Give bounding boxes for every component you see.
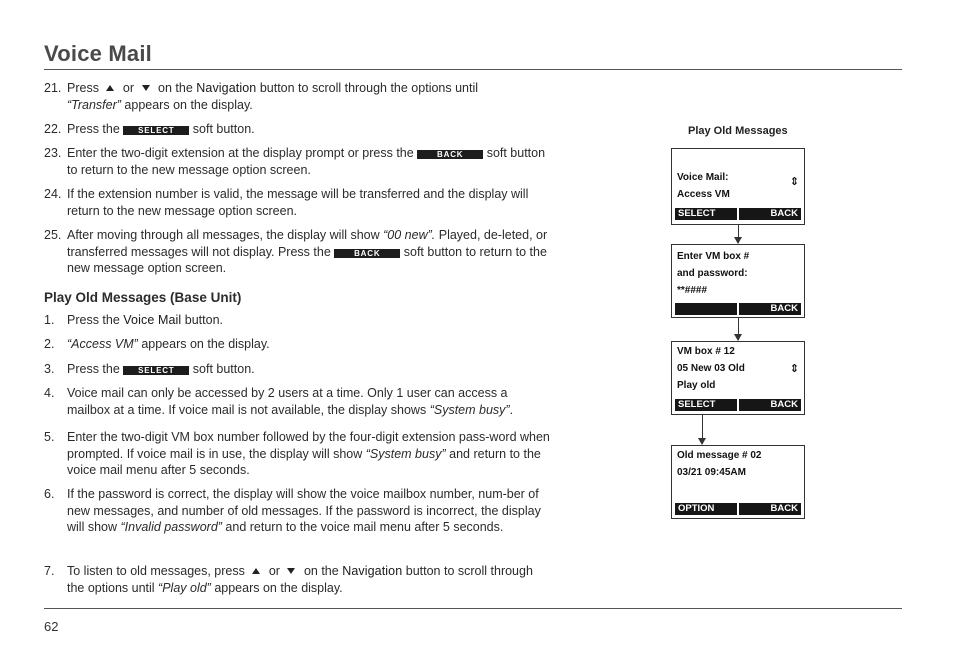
step-22 — [44, 121, 550, 138]
step-text: or — [122, 81, 135, 95]
step-text: Press — [67, 81, 99, 95]
step-display-text: “00 new”. — [383, 228, 436, 242]
lcd-line: VM box # 12 — [677, 346, 735, 357]
step-display-text: “System busy” — [365, 446, 446, 461]
step-number: 21. — [44, 81, 62, 95]
step-24 — [44, 186, 550, 219]
step-number: 24. — [44, 187, 62, 201]
step-1 — [44, 312, 550, 329]
lcd-screen-4 — [671, 445, 805, 519]
step-display-text: “Access VM” — [67, 337, 138, 351]
lcd-line: 03/21 09:45AM — [677, 467, 746, 478]
lcd-line: and password: — [677, 268, 748, 279]
navigation-button-name: Navigation — [342, 564, 403, 578]
step-text: appears on the display. — [124, 97, 253, 112]
step-text: Enter the two-digit extension at the display prompt or press the — [67, 146, 414, 160]
lcd-select-softkey: SELECT — [675, 208, 737, 220]
navigation-button-name: Navigation — [196, 81, 257, 95]
step-number: 2. — [44, 337, 55, 351]
step-text: If the password is correct, the display will show the voice mailbox number, num-ber of new messages, and number of old messages. If the password is incorrect, the display will show — [67, 487, 541, 534]
step-text: button. — [184, 313, 223, 327]
step-text: . — [509, 402, 514, 417]
instructions-column — [44, 80, 554, 600]
step-text: button to scroll through the options until — [67, 564, 533, 595]
step-text: soft button to return to the new message option screen. — [67, 244, 547, 275]
step-text: on the — [303, 564, 339, 578]
step-number: 4. — [44, 386, 55, 400]
step-number: 3. — [44, 362, 55, 376]
up-arrow-icon — [252, 568, 260, 574]
step-text: Press the — [67, 313, 120, 327]
lcd-back-softkey: BACK — [739, 503, 801, 515]
step-text: appears on the display. — [141, 337, 270, 351]
voice-mail-button-name: Voice Mail — [123, 313, 182, 327]
select-softkey-icon: SELECT — [123, 126, 189, 135]
lcd-line: **#### — [677, 285, 708, 296]
step-number: 1. — [44, 313, 55, 327]
step-display-text: “Transfer” — [67, 97, 121, 112]
lcd-line: Old message # 02 — [677, 450, 762, 461]
header-rule — [44, 69, 902, 70]
step-text: and return to the voice mail menu after 5 seconds. — [225, 520, 504, 534]
lcd-line: Enter VM box # — [677, 251, 750, 262]
step-text: soft button to return to the new message option screen. — [67, 146, 546, 177]
step-number: 7. — [44, 564, 55, 578]
lcd-line: Access VM — [677, 189, 730, 200]
lcd-screen-2 — [671, 244, 805, 318]
step-text: soft button. — [192, 122, 255, 136]
step-23 — [44, 145, 550, 178]
step-text: soft button. — [192, 362, 255, 376]
up-down-arrow-icon: ⇕ — [789, 363, 799, 375]
step-text: or — [268, 564, 280, 578]
flow-arrow-icon — [738, 224, 739, 243]
step-display-text: “Invalid password” — [120, 520, 222, 534]
lcd-screen-3 — [671, 341, 805, 415]
step-number: 6. — [44, 487, 55, 501]
step-text: on the — [158, 81, 193, 95]
step-text: and return to the voice mail menu after 5 seconds. — [67, 446, 541, 477]
select-softkey-icon: SELECT — [123, 366, 189, 375]
back-softkey-icon: BACK — [334, 249, 400, 258]
lcd-screen-1 — [671, 148, 805, 225]
lcd-softkey-bar — [675, 503, 801, 515]
flow-arrow-icon — [738, 317, 739, 340]
down-arrow-icon — [287, 568, 295, 574]
step-text: button to scroll through the options until — [259, 81, 479, 95]
step-number: 5. — [44, 430, 55, 444]
lcd-select-softkey: SELECT — [675, 399, 737, 411]
step-text: Press the — [67, 362, 120, 376]
step-6 — [44, 486, 550, 536]
page-number: 62 — [44, 619, 59, 634]
step-3 — [44, 361, 550, 378]
figure-caption: Play Old Messages — [688, 125, 788, 137]
page-title: Voice Mail — [44, 41, 152, 66]
step-display-text: “Play old” — [158, 580, 211, 595]
step-number: 23. — [44, 146, 62, 160]
footer-rule — [44, 608, 902, 609]
step-25 — [44, 227, 550, 277]
lcd-blank-softkey — [675, 303, 737, 315]
step-text: Enter the two-digit VM box number followed by the four-digit extension pass-word when prompted. If voice mail is in use, the display will show — [67, 430, 550, 461]
step-text: Press the — [67, 122, 120, 136]
step-text: After moving through all messages, the display will show — [67, 228, 380, 242]
step-2 — [44, 336, 550, 353]
step-text: appears on the display. — [214, 580, 343, 595]
step-text: To listen to old messages, press — [67, 564, 245, 578]
section-heading: Play Old Messages (Base Unit) — [44, 290, 242, 305]
lcd-back-softkey: BACK — [739, 303, 801, 315]
back-softkey-icon: BACK — [417, 150, 483, 159]
up-arrow-icon — [106, 85, 114, 91]
flow-arrow-icon — [702, 414, 703, 444]
lcd-back-softkey: BACK — [739, 208, 801, 220]
step-number: 22. — [44, 122, 62, 136]
step-number: 25. — [44, 228, 62, 242]
lcd-line: 05 New 03 Old — [677, 363, 745, 374]
step-display-text: “System busy” — [429, 402, 510, 417]
lcd-softkey-bar — [675, 399, 801, 411]
up-down-arrow-icon: ⇕ — [789, 176, 799, 188]
step-7 — [44, 563, 550, 596]
down-arrow-icon — [142, 85, 150, 91]
lcd-line: Play old — [677, 380, 716, 391]
step-text: Voice mail can only be accessed by 2 users at a time. Only 1 user can access a mailbox at a time. If voice mail is not available, the display shows — [67, 386, 508, 417]
lcd-line: Voice Mail: — [677, 172, 729, 183]
lcd-back-softkey: BACK — [739, 399, 801, 411]
step-21 — [44, 80, 550, 113]
lcd-option-softkey: OPTION — [675, 503, 737, 515]
lcd-softkey-bar — [675, 303, 801, 315]
lcd-softkey-bar — [675, 208, 801, 220]
step-text: Played, de-leted, or transferred messages will not display. Press the — [67, 228, 548, 259]
step-4 — [44, 385, 550, 418]
step-text: If the extension number is valid, the message will be transferred and the display will return to the new message option screen. — [67, 187, 529, 218]
step-5 — [44, 429, 550, 479]
